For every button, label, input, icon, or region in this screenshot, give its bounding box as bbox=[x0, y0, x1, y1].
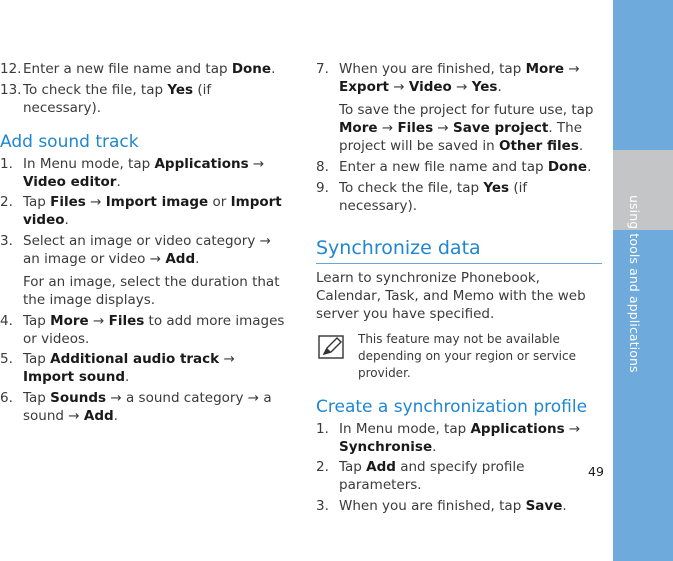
step-text: (if necessary). bbox=[339, 179, 528, 214]
step-text: Tap bbox=[339, 459, 367, 475]
section-title-synchronize-data: Synchronize data bbox=[316, 237, 602, 264]
ui-term: Done bbox=[231, 61, 272, 77]
ui-term: Add bbox=[366, 459, 396, 475]
side-tab-label: using tools and applications bbox=[627, 195, 642, 373]
step-1 bbox=[0, 155, 285, 191]
step-text: . bbox=[113, 407, 118, 424]
step-2 bbox=[0, 193, 285, 229]
step-note: For an image, select the duration that the image displays. bbox=[23, 273, 280, 308]
step-text: In Menu mode, tap bbox=[339, 420, 471, 437]
note-text: To save the project for future use, tap bbox=[339, 102, 594, 118]
ui-term: Yes bbox=[167, 81, 194, 98]
note-text: → bbox=[377, 120, 398, 136]
ui-term: More bbox=[339, 120, 378, 136]
step-6 bbox=[0, 389, 285, 425]
step-4 bbox=[0, 312, 285, 348]
ui-term: Files bbox=[397, 120, 434, 136]
step-number: 13. bbox=[0, 81, 22, 98]
sync-step-1 bbox=[316, 420, 602, 456]
step-note bbox=[339, 101, 602, 155]
step-text: . bbox=[116, 173, 121, 190]
subsection-title-create-sync-profile: Create a synchronization profile bbox=[316, 396, 588, 417]
note-text: . bbox=[578, 138, 584, 154]
ui-term: Synchronise bbox=[339, 438, 433, 455]
step-text: Enter a new file name and tap bbox=[339, 159, 548, 175]
sync-step-2 bbox=[316, 458, 602, 494]
step-text: To check the file, tap bbox=[23, 81, 168, 98]
ui-term: Done bbox=[547, 159, 588, 175]
left-column bbox=[0, 60, 285, 427]
step-text: When you are finished, tap bbox=[339, 497, 526, 514]
step-number: 12. bbox=[0, 61, 22, 77]
ui-term: Import sound bbox=[23, 369, 126, 385]
right-column bbox=[316, 60, 602, 517]
step-number: 7. bbox=[316, 61, 329, 77]
step-text: → bbox=[564, 61, 580, 77]
step-number: 4. bbox=[0, 312, 13, 329]
step-9 bbox=[316, 179, 602, 215]
ui-term: Additional audio track bbox=[50, 351, 220, 367]
step-13 bbox=[0, 81, 285, 117]
step-text: or bbox=[208, 194, 231, 210]
step-number: 8. bbox=[316, 159, 329, 175]
ui-term: Import video bbox=[23, 194, 282, 228]
ui-term: Save project bbox=[453, 120, 549, 136]
step-3 bbox=[0, 232, 285, 309]
step-text: and specify profile parameters. bbox=[339, 459, 525, 493]
step-text: Select an image or video category → an image or video → bbox=[23, 232, 271, 267]
step-text: . bbox=[497, 79, 502, 95]
step-number: 1. bbox=[316, 420, 329, 437]
step-text: . bbox=[125, 369, 130, 385]
ui-term: Applications bbox=[154, 155, 249, 172]
note-pencil-icon bbox=[318, 335, 345, 359]
step-text: Enter a new file name and tap bbox=[23, 61, 232, 77]
step-number: 3. bbox=[0, 232, 13, 249]
step-text: → bbox=[564, 420, 581, 437]
page-number: 49 bbox=[588, 464, 604, 479]
side-tab-top bbox=[613, 0, 673, 150]
step-text: to add more images or videos. bbox=[23, 312, 285, 347]
step-5 bbox=[0, 350, 285, 386]
step-7 bbox=[316, 60, 602, 155]
step-text: To check the file, tap bbox=[339, 179, 484, 196]
step-text: . bbox=[64, 212, 69, 228]
step-text: → bbox=[219, 351, 235, 367]
step-number: 6. bbox=[0, 389, 13, 406]
step-text: . bbox=[562, 497, 567, 514]
step-text: → bbox=[388, 79, 409, 95]
sync-step-3 bbox=[316, 497, 602, 515]
notice-box bbox=[316, 331, 602, 382]
step-text: → bbox=[248, 155, 265, 172]
ui-term: Yes bbox=[483, 179, 510, 196]
ui-term: Applications bbox=[470, 420, 565, 437]
step-text: . bbox=[432, 438, 437, 455]
step-text: → bbox=[85, 194, 106, 210]
step-text: In Menu mode, tap bbox=[23, 155, 155, 172]
step-text: . bbox=[195, 250, 200, 267]
side-tab-strip bbox=[613, 0, 673, 561]
step-number: 3. bbox=[316, 497, 329, 514]
step-12 bbox=[0, 60, 285, 78]
notice-text: This feature may not be available depending on your region or service provider. bbox=[358, 331, 576, 380]
step-text: Tap bbox=[23, 389, 51, 406]
step-text: (if necessary). bbox=[23, 81, 212, 116]
ui-term: Export bbox=[339, 79, 389, 95]
side-tab-active bbox=[613, 150, 673, 230]
step-text: . bbox=[271, 61, 276, 77]
note-text: . The project will be saved in bbox=[339, 120, 583, 154]
ui-term: Other files bbox=[498, 138, 579, 154]
step-text: → a sound category → a sound → bbox=[23, 389, 272, 424]
section-description: Learn to synchronize Phonebook, Calendar, Task, and Memo with the web server you have specified. bbox=[316, 269, 586, 322]
ui-term: Yes bbox=[471, 79, 498, 95]
ui-term: Files bbox=[108, 312, 145, 329]
step-text: . bbox=[587, 159, 592, 175]
ui-term: Files bbox=[50, 194, 86, 210]
step-number: 1. bbox=[0, 155, 13, 172]
step-text: When you are finished, tap bbox=[339, 61, 526, 77]
step-text: Tap bbox=[23, 351, 51, 367]
step-8 bbox=[316, 158, 602, 176]
step-text: → bbox=[451, 79, 472, 95]
step-number: 2. bbox=[316, 459, 329, 475]
ui-term: More bbox=[50, 312, 89, 329]
step-text: Tap bbox=[23, 194, 51, 210]
ui-term: Add bbox=[83, 407, 114, 424]
ui-term: Add bbox=[165, 250, 196, 267]
ui-term: Save bbox=[525, 497, 563, 514]
ui-term: Import image bbox=[105, 194, 209, 210]
ui-term: More bbox=[525, 61, 565, 77]
step-number: 9. bbox=[316, 179, 329, 196]
step-text: → bbox=[88, 312, 109, 329]
ui-term: Video editor bbox=[23, 173, 117, 190]
ui-term: Video bbox=[408, 79, 452, 95]
ui-term: Sounds bbox=[50, 389, 107, 406]
step-number: 2. bbox=[0, 194, 13, 210]
side-tab-bottom bbox=[613, 230, 673, 561]
step-text: Tap bbox=[23, 312, 51, 329]
step-number: 5. bbox=[0, 351, 13, 367]
note-text: → bbox=[433, 120, 454, 136]
section-title-add-sound-track: Add sound track bbox=[0, 131, 139, 152]
